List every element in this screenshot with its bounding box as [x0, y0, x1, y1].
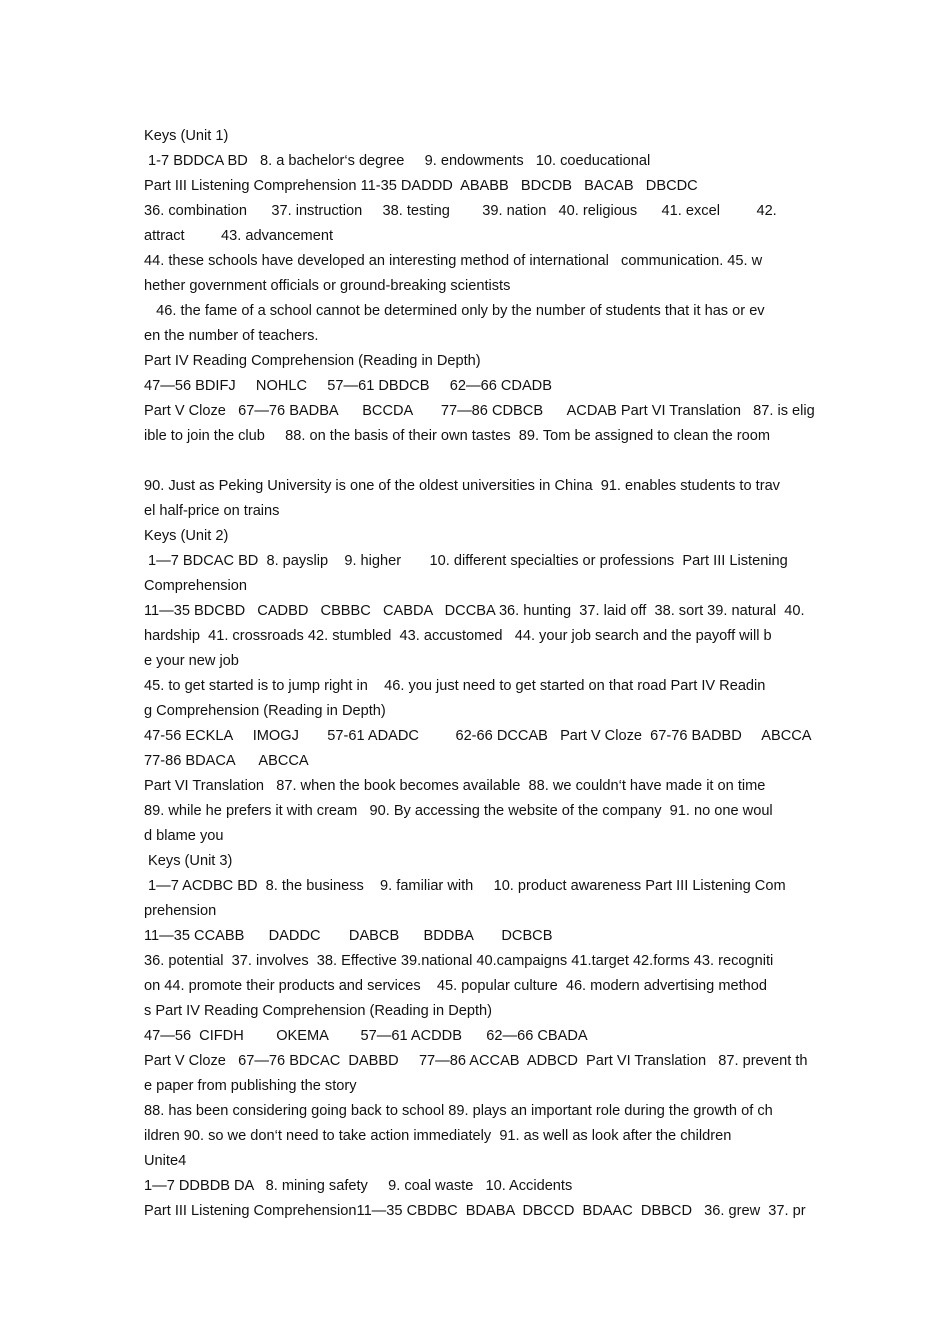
text-line: s Part IV Reading Comprehension (Reading in Depth): [144, 1003, 493, 1019]
text-line: hether government officials or ground-breaking scientists: [144, 278, 511, 294]
text-line: 44. these schools have developed an interesting method of international communication. 45. w: [144, 253, 763, 269]
text-line: en the number of teachers.: [144, 328, 319, 344]
text-line-unit3-heading: Keys (Unit 3): [144, 853, 233, 869]
blank-line: [144, 449, 808, 474]
text-line: on 44. promote their products and services 45. popular culture 46. modern advertising method: [144, 978, 768, 994]
text-line: 46. the fame of a school cannot be determined only by the number of students that it has or ev: [144, 303, 765, 319]
text-line: 77-86 BDACA ABCCA: [144, 753, 309, 769]
text-line-unit2-heading: Keys (Unit 2): [144, 528, 229, 544]
text-line: 47—56 CIFDH OKEMA 57—61 ACDDB 62—66 CBADA: [144, 1028, 588, 1044]
text-line: 1—7 ACDBC BD 8. the business 9. familiar with 10. product awareness Part III Listening Com: [144, 878, 786, 894]
text-line: Comprehension: [144, 578, 248, 594]
text-line: 1-7 BDDCA BD 8. a bachelor‘s degree 9. endowments 10. coeducational: [144, 153, 651, 169]
text-line: prehension: [144, 903, 217, 919]
text-line-unit1-heading: Keys (Unit 1): [144, 128, 229, 144]
text-line: 1—7 DDBDB DA 8. mining safety 9. coal waste 10. Accidents: [144, 1178, 573, 1194]
text-line: Part V Cloze 67—76 BDCAC DABBD 77—86 ACCAB ADBCD Part VI Translation 87. prevent th: [144, 1053, 808, 1069]
text-line: 90. Just as Peking University is one of the oldest universities in China 91. enables students to trav: [144, 478, 780, 494]
text-line-unit4-heading: Unite4: [144, 1153, 187, 1169]
text-line: 11—35 CCABB DADDC DABCB BDDBA DCBCB: [144, 928, 553, 944]
text-line: e paper from publishing the story: [144, 1078, 357, 1094]
text-line: ildren 90. so we don‘t need to take action immediately 91. as well as look after the children: [144, 1128, 732, 1144]
text-line: ible to join the club 88. on the basis of their own tastes 89. Tom be assigned to clean the room: [144, 428, 771, 444]
text-line: 89. while he prefers it with cream 90. By accessing the website of the company 91. no one woul: [144, 803, 773, 819]
text-line: 36. potential 37. involves 38. Effective 39.national 40.campaigns 41.target 42.forms 43. recogniti: [144, 953, 774, 969]
text-line: Part IV Reading Comprehension (Reading in Depth): [144, 353, 481, 369]
text-line: Part III Listening Comprehension 11-35 DADDD ABABB BDCDB BACAB DBCDC: [144, 178, 698, 194]
text-line: el half-price on trains: [144, 503, 280, 519]
text-line: Part V Cloze 67—76 BADBA BCCDA 77—86 CDBCB ACDAB Part VI Translation 87. is elig: [144, 403, 815, 419]
text-line: Part III Listening Comprehension11—35 CBDBC BDABA DBCCD BDAAC DBBCD 36. grew 37. pr: [144, 1203, 806, 1219]
text-line: 1—7 BDCAC BD 8. payslip 9. higher 10. different specialties or professions Part III Listening: [144, 553, 788, 569]
text-line: g Comprehension (Reading in Depth): [144, 703, 386, 719]
text-line: d blame you: [144, 828, 224, 844]
text-line: hardship 41. crossroads 42. stumbled 43. accustomed 44. your job search and the payoff will b: [144, 628, 772, 644]
text-line: 47-56 ECKLA IMOGJ 57-61 ADADC 62-66 DCCAB Part V Cloze 67-76 BADBD ABCCA: [144, 728, 812, 744]
text-line: 45. to get started is to jump right in 46. you just need to get started on that road Part IV Readin: [144, 678, 766, 694]
text-line: 88. has been considering going back to school 89. plays an important role during the growth of ch: [144, 1103, 773, 1119]
text-line: 47—56 BDIFJ NOHLC 57—61 DBDCB 62—66 CDADB: [144, 378, 552, 394]
text-line: Part VI Translation 87. when the book becomes available 88. we couldn‘t have made it on time: [144, 778, 766, 794]
document-page: [144, 124, 815, 1224]
text-line: attract 43. advancement: [144, 228, 334, 244]
text-line: e your new job: [144, 653, 239, 669]
text-line: 11—35 BDCBD CADBD CBBBC CABDA DCCBA 36. hunting 37. laid off 38. sort 39. natural 40.: [144, 603, 805, 619]
text-line: 36. combination 37. instruction 38. testing 39. nation 40. religious 41. excel 42.: [144, 203, 777, 219]
